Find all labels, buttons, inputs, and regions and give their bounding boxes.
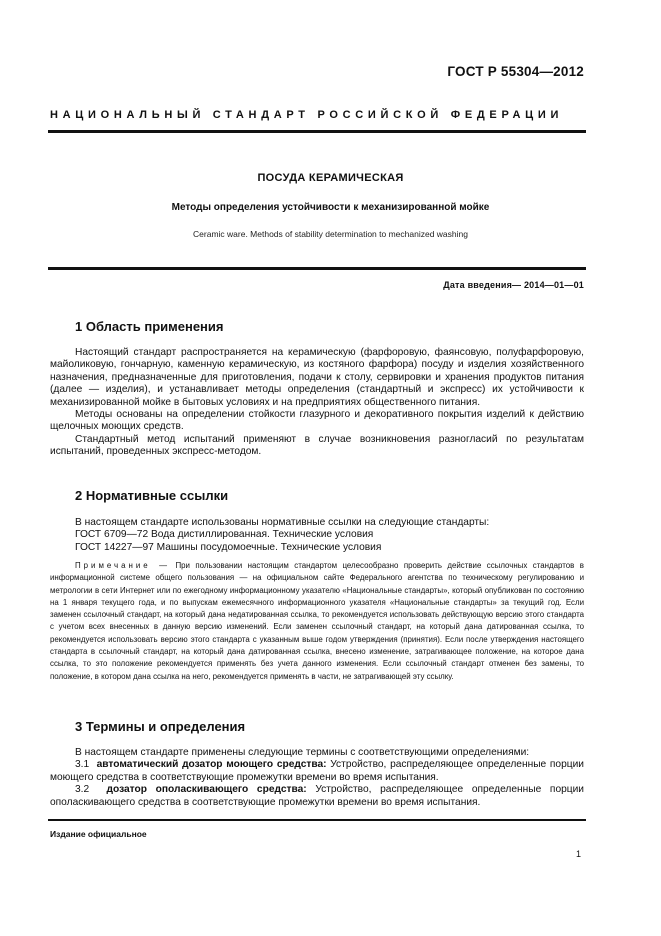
national-standard-banner: НАЦИОНАЛЬНЫЙ СТАНДАРТ РОССИЙСКОЙ ФЕДЕРАЦИИ [50, 109, 564, 121]
term-name: дозатор ополаскивающего средства: [106, 784, 307, 796]
title-rule [48, 267, 586, 270]
section-1-body [50, 347, 584, 459]
section-2-heading: 2 Нормативные ссылки [75, 488, 229, 503]
document-title: ПОСУДА КЕРАМИЧЕСКАЯ [257, 172, 404, 184]
document-subtitle: Методы определения устойчивости к механизированной мойке [171, 202, 490, 213]
reference-item: ГОСТ 14227—97 Машины посудомоечные. Технические условия [75, 541, 382, 553]
paragraph: Стандартный метод испытаний применяют в случае возникновения разногласий по результатам испытаний, проведенных экспресс-методом. [50, 433, 584, 458]
paragraph: Методы основаны на определении стойкости глазурного и декоративного покрытия изделий к действию щелочных моющих средств. [50, 409, 584, 433]
standard-number: ГОСТ Р 55304—2012 [447, 64, 584, 79]
section-2-body [50, 517, 584, 554]
term-name: автоматический дозатор моющего средства: [96, 759, 327, 771]
introduction-date: Дата введения— 2014—01—01 [443, 280, 584, 290]
section-1-heading: 1 Область применения [75, 319, 224, 334]
page-number: 1 [575, 849, 581, 859]
term-number: 3.2 [75, 784, 90, 796]
paragraph: В настоящем стандарте применены следующие термины с соответствующими определениями: [75, 747, 530, 758]
note-text: При пользовании настоящим стандартом целесообразно проверить действие ссылочных стандартов в информационной системе общего пользования — на официальном сайте Федерального агентства по техническому регулированию и метрологии в сети Интернет или по ежегодному информационному указателю «Национальные стандарты», который опубликован по состоянию на 1 января текущего года, и по выпускам ежемесячного информационного указателя «Национальные стандарты» за текущий год. Если заменен ссылочный стандарт, на который дана недатированная ссылка, то рекомендуется использовать действующую версию этого стандарта с учетом всех внесенных в данную версию изменений. Если заменен ссылочный стандарт, на который дана датированная ссылка, то рекомендуется использовать версию этого стандарта с указанным выше годом утверждения (принятия). Если после утверждения настоящего стандарта в ссылочный стандарт, на который дана датированная ссылка, внесено изменение, затрагивающее положение, на которое дана ссылка, то это положение рекомендуется применять без учета данного изменения. Если ссылочный стандарт отменен без замены, то положение, в котором дана ссылка на него, рекомендуется применять в части, не затрагивающей эту ссылку. [50, 561, 584, 681]
paragraph: В настоящем стандарте использованы нормативные ссылки на следующие стандарты: [75, 517, 490, 528]
term-entry [50, 759, 584, 784]
note-block [50, 560, 584, 683]
paragraph: Настоящий стандарт распространяется на керамическую (фарфоровую, фаянсовую, полуфарфоровую, майоликовую, гончарную, каменную керамическую, из костяного фарфора) посуду и изделия хозяйственного назначения, предназначенные для приготовления, подачи к столу, сервировки и хранения продуктов питания (далее — изделия), и устанавливает методы определения (стандартный и экспресс) их устойчивости к механизированной мойке в бытовых условиях и на предприятиях общественного питания. [50, 347, 584, 408]
term-entry [50, 784, 584, 809]
term-definition: Устройство, распределяющее определенные порции ополаскивающего средства в соответствующие промежутки времени во время испытания. [50, 784, 584, 808]
term-definition: Устройство, распределяющее определенные порции моющего средства в соответствующие промежутки времени во время испытания. [50, 759, 584, 783]
term-number: 3.1 [75, 759, 90, 771]
section-3-heading: 3 Термины и определения [75, 719, 246, 734]
official-edition-label: Издание официальное [50, 829, 147, 839]
footer-rule [48, 819, 586, 821]
reference-item: ГОСТ 6709—72 Вода дистиллированная. Технические условия [75, 529, 374, 541]
english-title: Ceramic ware. Methods of stability determination to mechanized washing [193, 229, 468, 239]
section-3-body [50, 747, 584, 809]
header-rule [48, 130, 586, 133]
note-label: Примечание — [75, 561, 171, 570]
